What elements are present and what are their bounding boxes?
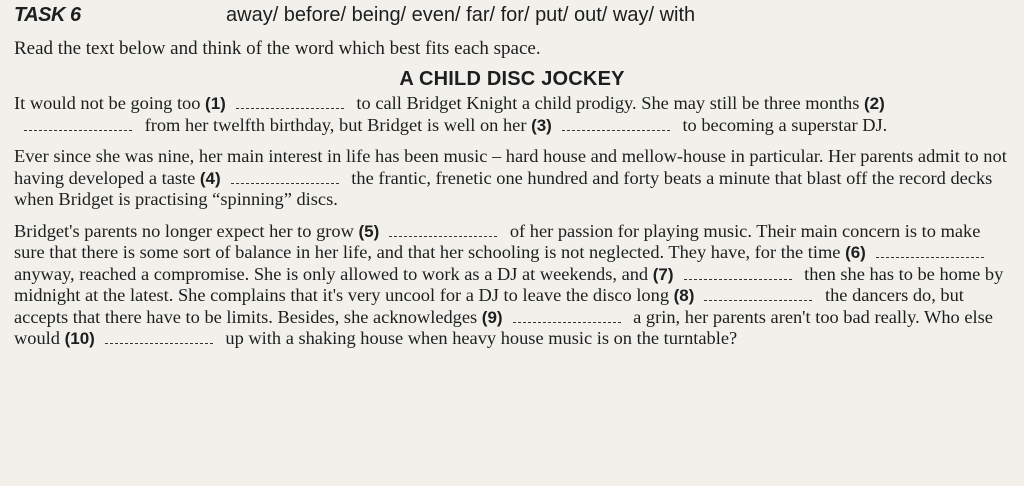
instruction-text: Read the text below and think of the word which best fits each space. — [14, 38, 541, 59]
gap-blank-1[interactable] — [236, 98, 344, 109]
paragraph-1 — [14, 93, 1010, 136]
text-segment: up with a shaking house when heavy house music is on the turntable? — [220, 328, 738, 348]
gap-blank-6[interactable] — [876, 247, 984, 258]
text-segment: of her passion for playing music. Their main concern is to make sure that there is some sort of balance in her life, and that her schooling is not neglected. They have, for the time — [14, 220, 981, 262]
gap-blank-2[interactable] — [24, 120, 132, 131]
text-segment: the dancers do, but accepts that there have to be limits. Besides, she acknowledges — [14, 285, 964, 327]
text-segment: anyway, reached a compromise. She is only allowed to work as a DJ at weekends, and — [14, 263, 653, 284]
gap-blank-3[interactable] — [562, 120, 670, 131]
text-segment: then she has to be home by midnight at the latest. She complains that it's very uncool for a DJ to leave the disco long — [14, 263, 1004, 305]
task-label: TASK 6 — [14, 4, 81, 26]
task-header — [14, 0, 1010, 40]
gap-blank-5[interactable] — [389, 226, 497, 237]
gap-number-6: (6) — [845, 243, 866, 262]
gap-blank-9[interactable] — [513, 312, 621, 323]
gap-number-5: (5) — [358, 221, 380, 241]
text-segment: Ever since she was nine, her main interest in life has been music – hard house and mellow-house in particular. Her parents admit to not having developed a taste — [14, 146, 1007, 188]
text-title: A CHILD DISC JOCKEY — [399, 68, 625, 90]
gap-number-7: (7) — [652, 264, 674, 284]
gap-number-1: (1) — [205, 94, 226, 113]
gap-number-8: (8) — [673, 286, 695, 305]
text-segment: the frantic, frenetic one hundred and forty beats a minute that blast off the record decks when Bridget is practising “spinning” discs. — [14, 167, 993, 209]
text-segment: to becoming a superstar DJ. — [677, 114, 888, 135]
gap-blank-4[interactable] — [231, 173, 339, 184]
gap-number-4: (4) — [199, 168, 221, 188]
text-segment: from her twelfth birthday, but Bridget is well on her — [140, 114, 532, 135]
paragraph-3 — [14, 221, 1010, 350]
gap-blank-7[interactable] — [684, 269, 792, 280]
word-bank: away/ before/ being/ even/ far/ for/ put/ out/ way/ with — [226, 4, 696, 26]
gap-number-9: (9) — [481, 307, 503, 327]
gap-number-3: (3) — [531, 115, 552, 135]
text-segment: to call Bridget Knight a child prodigy. She may still be three months — [351, 93, 864, 113]
gap-number-2: (2) — [863, 94, 885, 113]
gap-blank-8[interactable] — [704, 290, 812, 301]
text-segment: Bridget's parents no longer expect her to grow — [14, 220, 359, 241]
gap-blank-10[interactable] — [105, 333, 213, 344]
paragraph-2 — [14, 146, 1010, 211]
gap-number-10: (10) — [64, 329, 95, 348]
text-segment: It would not be going too — [14, 93, 206, 113]
text-segment: a grin, her parents aren't too bad really. Who else would — [14, 306, 993, 348]
